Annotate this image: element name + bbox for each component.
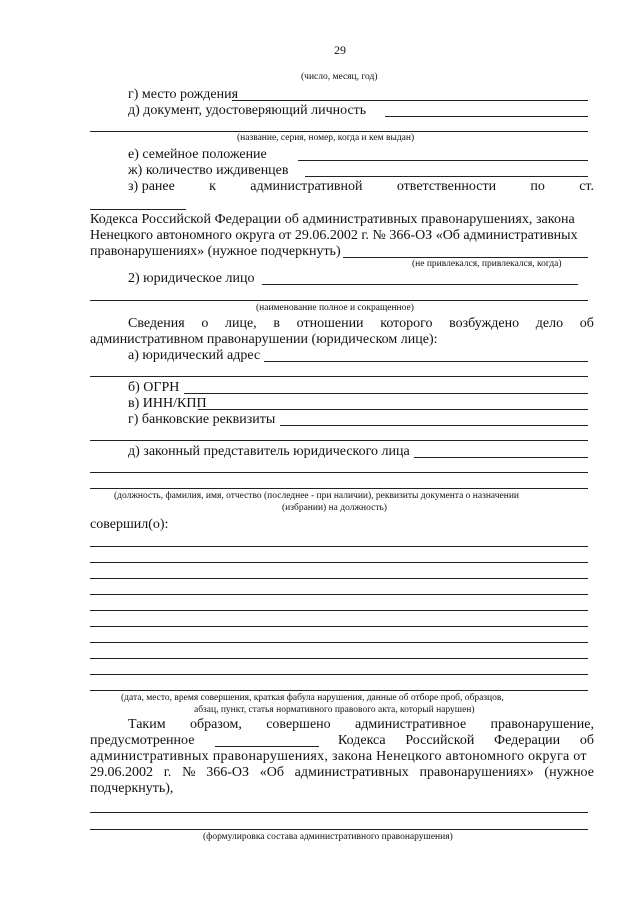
conclusion-word: правонарушение, xyxy=(490,717,594,732)
field-legal-rep-line[interactable] xyxy=(414,457,588,458)
caption-legal-name: (наименование полное и сокращенное) xyxy=(256,303,414,313)
formulation-line[interactable] xyxy=(90,829,588,830)
field-legal-entity-label: 2) юридическое лицо xyxy=(128,271,255,286)
code-line-1: Кодекса Российской Федерации об административных правонарушениях, закона xyxy=(90,212,575,227)
field-legal-address-label: а) юридический адрес xyxy=(128,348,261,363)
info-line-1 xyxy=(128,316,594,332)
caption-rep-line-2: (избрании) на должность) xyxy=(282,503,387,513)
field-legal-rep-label: д) законный представитель юридического лица xyxy=(128,444,410,459)
field-id-document-line[interactable] xyxy=(385,116,588,117)
info-word: Сведения xyxy=(128,316,185,331)
field-committed-label: совершил(о): xyxy=(90,517,169,532)
caption-offense-line-1: (дата, место, время совершения, краткая фабула нарушения, данные об отборе проб, образцов, xyxy=(121,693,504,703)
field-marital-label: е) семейное положение xyxy=(128,147,267,162)
caption-id-document: (название, серия, номер, когда и кем выдан) xyxy=(237,133,415,143)
info-line-2: административном правонарушении (юридическом лице): xyxy=(90,332,438,347)
field-id-document-line-2[interactable] xyxy=(90,131,588,132)
field-bank-label: г) банковские реквизиты xyxy=(128,412,276,427)
field-inn-kpp-label: в) ИНН/КПП xyxy=(128,396,207,411)
prior-word: ответственности xyxy=(396,179,497,194)
info-word: которого xyxy=(380,316,433,331)
field-legal-entity-line-2[interactable] xyxy=(90,300,588,301)
conclusion-word: «Об xyxy=(259,765,284,780)
field-bank-line-2[interactable] xyxy=(90,440,588,441)
field-legal-address-line-2[interactable] xyxy=(90,376,588,377)
field-bank-line[interactable] xyxy=(280,425,588,426)
page-number: 29 xyxy=(334,43,346,57)
field-legal-entity-line[interactable] xyxy=(262,284,578,285)
conclusion-line-2-right xyxy=(338,733,594,749)
conclusion-word: 29.06.2002 xyxy=(90,765,153,780)
caption-formulation: (формулировка состава административного правонарушения) xyxy=(203,832,453,842)
conclusion-line-1 xyxy=(128,717,594,733)
offense-line[interactable] xyxy=(90,594,588,595)
field-dependents-line[interactable] xyxy=(305,176,588,177)
field-birthplace-label: г) место рождения xyxy=(128,87,239,102)
info-word: об xyxy=(579,316,594,331)
prior-word: по xyxy=(530,179,545,194)
conclusion-line-5: подчеркнуть), xyxy=(90,781,174,796)
info-word: в xyxy=(273,316,280,331)
field-birthplace-line[interactable] xyxy=(232,100,588,101)
conclusion-line-4 xyxy=(90,765,594,781)
field-legal-rep-line-2[interactable] xyxy=(90,472,588,473)
conclusion-word: Таким xyxy=(128,717,166,732)
offense-line[interactable] xyxy=(90,546,588,547)
info-word: отношении xyxy=(296,316,364,331)
caption-offense-line-2: абзац, пункт, статья нормативного правового акта, который нарушен) xyxy=(194,705,475,715)
field-involved-line[interactable] xyxy=(343,257,588,258)
conclusion-word: совершено xyxy=(266,717,331,732)
formulation-line[interactable] xyxy=(90,812,588,813)
caption-date: (число, месяц, год) xyxy=(301,72,378,82)
conclusion-word: административных xyxy=(294,765,409,780)
prior-word: к xyxy=(209,179,216,194)
conclusion-line-3: административных правонарушениях, закона Ненецкого автономного округа от xyxy=(90,749,587,764)
info-word: возбуждено xyxy=(449,316,520,331)
prior-word: ст. xyxy=(579,179,594,194)
offense-line[interactable] xyxy=(90,626,588,627)
field-inn-kpp-line[interactable] xyxy=(198,409,588,410)
prior-word: з) ранее xyxy=(128,179,175,194)
conclusion-word: административное xyxy=(355,717,467,732)
field-id-document-label: д) документ, удостоверяющий личность xyxy=(128,103,367,118)
conclusion-word: Федерации xyxy=(494,733,561,748)
info-word: дело xyxy=(535,316,564,331)
offense-line[interactable] xyxy=(90,658,588,659)
offense-line[interactable] xyxy=(90,690,588,691)
caption-rep-line-1: (должность, фамилия, имя, отчество (последнее - при наличии), реквизиты документа о назначении xyxy=(114,491,520,501)
conclusion-word: об xyxy=(579,733,594,748)
field-ogrn-label: б) ОГРН xyxy=(128,380,180,395)
field-article-line[interactable] xyxy=(215,746,319,747)
prior-word: административной xyxy=(250,179,363,194)
field-prior-article-line[interactable] xyxy=(90,209,186,210)
conclusion-word: № xyxy=(182,765,196,780)
conclusion-word: Российской xyxy=(405,733,475,748)
offense-line[interactable] xyxy=(90,578,588,579)
code-line-3: правонарушениях» (нужное подчеркнуть) xyxy=(90,244,341,259)
conclusion-line-2-left: предусмотренное xyxy=(90,733,195,748)
code-line-2: Ненецкого автономного округа от 29.06.2002 г. № 366-ОЗ «Об административных xyxy=(90,228,578,243)
field-marital-line[interactable] xyxy=(298,160,588,161)
field-ogrn-line[interactable] xyxy=(184,393,588,394)
caption-involved: (не привлекался, привлекался, когда) xyxy=(412,259,562,269)
field-legal-address-line[interactable] xyxy=(264,361,588,362)
conclusion-word: образом, xyxy=(189,717,242,732)
offense-line[interactable] xyxy=(90,562,588,563)
offense-line[interactable] xyxy=(90,642,588,643)
field-legal-rep-line-3[interactable] xyxy=(90,488,588,489)
offense-line[interactable] xyxy=(90,674,588,675)
field-prior-liability xyxy=(128,179,594,195)
conclusion-word: правонарушениях» xyxy=(419,765,534,780)
conclusion-word: Кодекса xyxy=(338,733,386,748)
info-word: лице, xyxy=(225,316,257,331)
offense-line[interactable] xyxy=(90,610,588,611)
conclusion-word: (нужное xyxy=(544,765,594,780)
field-dependents-label: ж) количество иждивенцев xyxy=(128,163,289,178)
info-word: о xyxy=(201,316,209,331)
conclusion-word: г. xyxy=(163,765,172,780)
conclusion-word: 366-ОЗ xyxy=(206,765,249,780)
